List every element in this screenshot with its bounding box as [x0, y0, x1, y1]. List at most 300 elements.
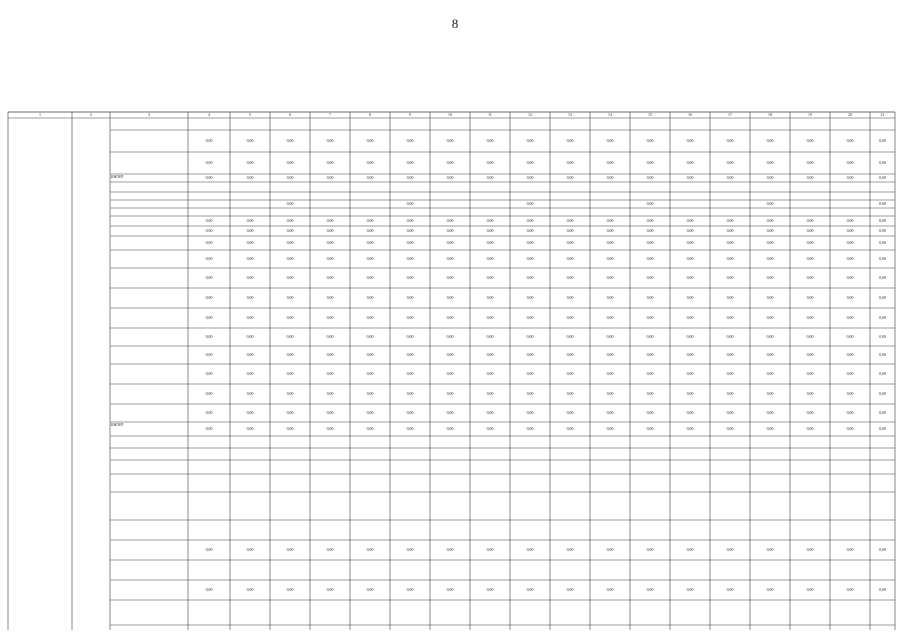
- table-cell-value: [390, 528, 430, 533]
- table-cell-value: 0,00: [205, 218, 213, 223]
- row-label-col1: [9, 131, 71, 152]
- table-cell-value: [750, 452, 790, 457]
- row-label-col1: [9, 365, 71, 384]
- table-cell-value: [590, 202, 630, 207]
- table-cell-value: [510, 504, 550, 509]
- table-cell-value: 0,00: [326, 391, 334, 396]
- row-label-col3: [111, 201, 187, 208]
- table-cell-value: 0,00: [366, 352, 374, 357]
- table-cell-value: 0,00: [326, 218, 334, 223]
- table-cell-value: 0,00: [686, 275, 694, 280]
- table-cell-value: [510, 440, 550, 445]
- row-label-col1: [9, 153, 71, 174]
- table-cell-value: [470, 504, 510, 509]
- table-cell-value: [630, 481, 670, 486]
- table-cell-value: [550, 568, 590, 573]
- table-cell-value: 0,00: [726, 256, 734, 261]
- table-cell-value: 0,00: [879, 160, 886, 165]
- table-cell-value: [870, 568, 895, 573]
- table-cell-value: 0,00: [566, 240, 574, 245]
- table-cell-value: 0,00: [326, 352, 334, 357]
- table-cell-value: 0,00: [286, 587, 294, 592]
- table-cell-value: [230, 185, 270, 190]
- table-cell-value: 0,00: [446, 240, 454, 245]
- table-cell-value: 0,00: [606, 371, 614, 376]
- row-label-col2: [73, 237, 109, 250]
- table-cell-value: 0,00: [326, 275, 334, 280]
- table-cell-value: [710, 202, 750, 207]
- row-label-col3: [111, 541, 187, 560]
- table-cell-value: [270, 528, 310, 533]
- table-cell-value: 0,00: [486, 391, 494, 396]
- table-cell-value: 0,00: [486, 228, 494, 233]
- table-cell-value: 0,00: [366, 391, 374, 396]
- table-cell-value: 0,00: [446, 371, 454, 376]
- table-cell-value: [430, 481, 470, 486]
- row-label-col2: [73, 405, 109, 422]
- table-cell-value: [430, 568, 470, 573]
- table-cell-value: 0,00: [406, 391, 414, 396]
- table-cell-value: [830, 194, 870, 199]
- table-cell-value: 0,00: [205, 547, 213, 552]
- table-cell-value: [390, 568, 430, 573]
- table-cell-value: 0,00: [406, 295, 414, 300]
- table-cell-value: 0,00: [326, 138, 334, 143]
- table-cell-value: 0,00: [366, 218, 374, 223]
- table-cell-value: 0,00: [446, 160, 454, 165]
- table-cell-value: 0,00: [846, 587, 854, 592]
- table-cell-value: [470, 122, 510, 127]
- row-label-col3: [111, 269, 187, 288]
- table-cell-value: [510, 481, 550, 486]
- row-label-col3: [111, 193, 187, 200]
- table-cell-value: [430, 202, 470, 207]
- table-cell-value: 0,00: [486, 175, 494, 180]
- table-cell-value: [830, 528, 870, 533]
- table-cell-value: 0,00: [726, 334, 734, 339]
- table-cell-value: [188, 185, 230, 190]
- table-cell-value: 0,00: [566, 410, 574, 415]
- row-label-col1: [9, 237, 71, 250]
- table-cell-value: 0,00: [286, 371, 294, 376]
- table-cell-value: 0,00: [366, 175, 374, 180]
- table-cell-value: 0,00: [606, 228, 614, 233]
- table-cell-value: 0,00: [205, 240, 213, 245]
- row-label-col3: [111, 153, 187, 174]
- table-cell-value: 0,00: [446, 426, 454, 431]
- table-cell-value: 0,00: [726, 160, 734, 165]
- row-label-col1: [9, 193, 71, 200]
- table-cell-value: 0,00: [406, 426, 414, 431]
- table-cell-value: [710, 440, 750, 445]
- table-cell-value: 0,00: [846, 218, 854, 223]
- table-cell-value: 0,00: [526, 160, 534, 165]
- table-cell-value: 0,00: [326, 228, 334, 233]
- table-cell-value: 0,00: [286, 201, 294, 206]
- table-cell-value: 0,00: [286, 160, 294, 165]
- table-cell-value: 0,00: [766, 334, 774, 339]
- row-label-col2: [73, 119, 109, 130]
- table-cell-value: 0,00: [806, 295, 814, 300]
- table-cell-value: 0,00: [406, 275, 414, 280]
- table-cell-value: [790, 528, 830, 533]
- table-cell-value: 0,00: [606, 138, 614, 143]
- table-cell-value: 0,00: [526, 228, 534, 233]
- table-cell-value: 0,00: [686, 587, 694, 592]
- table-cell-value: [270, 440, 310, 445]
- table-cell-value: 0,00: [326, 547, 334, 552]
- table-cell-value: [430, 122, 470, 127]
- row-label-col1: [9, 385, 71, 404]
- table-cell-value: [630, 194, 670, 199]
- table-cell-value: [230, 194, 270, 199]
- table-cell-value: [790, 568, 830, 573]
- table-cell-value: 0,00: [846, 256, 854, 261]
- table-cell-value: 0,00: [766, 426, 774, 431]
- table-cell-value: 0,00: [766, 295, 774, 300]
- table-cell-value: 0,00: [766, 201, 774, 206]
- row-label-col3: [111, 209, 187, 216]
- table-cell-value: 0,00: [846, 275, 854, 280]
- table-cell-value: 0,00: [726, 587, 734, 592]
- table-cell-value: 0,00: [366, 410, 374, 415]
- table-cell-value: [830, 122, 870, 127]
- row-label-col3: [111, 521, 187, 540]
- table-cell-value: [870, 194, 895, 199]
- row-label-col3: [111, 475, 187, 492]
- table-cell-value: 0,00: [846, 391, 854, 396]
- table-cell-value: 0,00: [526, 352, 534, 357]
- column-header: 15: [648, 113, 652, 117]
- row-label-col1: [9, 217, 71, 226]
- row-label-col3: [111, 251, 187, 268]
- table-cell-value: 0,00: [766, 391, 774, 396]
- row-label-col3: [111, 347, 187, 364]
- table-cell-value: [870, 465, 895, 470]
- table-cell-value: 0,00: [205, 295, 213, 300]
- table-cell-value: [830, 452, 870, 457]
- table-cell-value: 0,00: [326, 240, 334, 245]
- table-cell-value: [230, 528, 270, 533]
- table-cell-value: 0,00: [366, 228, 374, 233]
- table-cell-value: 0,00: [446, 218, 454, 223]
- table-cell-value: 0,00: [846, 228, 854, 233]
- table-cell-value: 0,00: [366, 160, 374, 165]
- table-cell-value: [430, 210, 470, 215]
- table-cell-value: [470, 481, 510, 486]
- table-cell-value: 0,00: [446, 275, 454, 280]
- table-cell-value: 0,00: [246, 334, 254, 339]
- table-cell-value: 0,00: [326, 256, 334, 261]
- table-cell-value: 0,00: [606, 334, 614, 339]
- table-cell-value: 0,00: [566, 371, 574, 376]
- table-cell-value: 0,00: [646, 160, 654, 165]
- column-header: 12: [528, 113, 532, 117]
- table-cell-value: 0,00: [646, 138, 654, 143]
- table-cell-value: 0,00: [486, 256, 494, 261]
- table-cell-value: [790, 504, 830, 509]
- table-cell-value: 0,00: [486, 275, 494, 280]
- table-cell-value: [270, 185, 310, 190]
- row-label-col1: [9, 437, 71, 448]
- table-cell-value: [188, 210, 230, 215]
- row-label-col1: [9, 347, 71, 364]
- table-cell-value: 0,00: [686, 334, 694, 339]
- table-cell-value: [870, 122, 895, 127]
- table-cell-value: [390, 465, 430, 470]
- table-cell-value: [630, 122, 670, 127]
- table-cell-value: [188, 122, 230, 127]
- table-cell-value: [630, 185, 670, 190]
- table-cell-value: 0,00: [486, 587, 494, 592]
- table-cell-value: 0,00: [526, 587, 534, 592]
- table-cell-value: [550, 528, 590, 533]
- table-cell-value: 0,00: [726, 228, 734, 233]
- row-label-col1: [9, 493, 71, 520]
- row-label-col1: [9, 423, 71, 436]
- table-cell-value: 0,00: [486, 426, 494, 431]
- table-cell-value: [430, 440, 470, 445]
- table-cell-value: 0,00: [526, 391, 534, 396]
- table-cell-value: 0,00: [646, 391, 654, 396]
- table-cell-value: [550, 452, 590, 457]
- table-cell-value: 0,00: [686, 218, 694, 223]
- table-cell-value: [550, 202, 590, 207]
- table-cell-value: 0,00: [446, 138, 454, 143]
- table-cell-value: 0,00: [686, 391, 694, 396]
- table-cell-value: 0,00: [806, 256, 814, 261]
- column-header: 5: [249, 113, 251, 117]
- table-cell-value: 0,00: [646, 256, 654, 261]
- column-header: 3: [148, 113, 150, 117]
- row-label-col2: [73, 541, 109, 560]
- table-cell-value: 0,00: [846, 160, 854, 165]
- table-cell-value: 0,00: [286, 334, 294, 339]
- table-cell-value: [470, 452, 510, 457]
- table-cell-value: 0,00: [686, 371, 694, 376]
- table-cell-value: [870, 481, 895, 486]
- table-cell-value: 0,00: [606, 352, 614, 357]
- table-cell-value: [590, 210, 630, 215]
- table-cell-value: 0,00: [806, 240, 814, 245]
- table-cell-value: [430, 452, 470, 457]
- table-cell-value: 0,00: [446, 391, 454, 396]
- table-cell-value: 0,00: [205, 228, 213, 233]
- table-cell-value: [830, 202, 870, 207]
- table-cell-value: [230, 440, 270, 445]
- table-cell-value: 0,00: [526, 547, 534, 552]
- column-header: 9: [409, 113, 411, 117]
- table-cell-value: 0,00: [486, 352, 494, 357]
- table-cell-value: [230, 210, 270, 215]
- table-cell-value: [590, 481, 630, 486]
- table-cell-value: 0,00: [566, 256, 574, 261]
- column-header: 17: [728, 113, 732, 117]
- row-label-col3: [111, 329, 187, 346]
- table-cell-value: 0,00: [246, 228, 254, 233]
- table-cell-value: [470, 194, 510, 199]
- table-cell-value: 0,00: [406, 315, 414, 320]
- table-cell-value: 0,00: [326, 371, 334, 376]
- table-cell-value: [230, 465, 270, 470]
- table-cell-value: [870, 185, 895, 190]
- table-cell-value: 0,00: [846, 175, 854, 180]
- table-cell-value: 0,00: [806, 228, 814, 233]
- row-label-col2: [73, 437, 109, 448]
- table-cell-value: [270, 122, 310, 127]
- table-cell-value: 0,00: [846, 547, 854, 552]
- table-cell-value: 0,00: [406, 256, 414, 261]
- table-cell-value: [470, 465, 510, 470]
- table-cell-value: 0,00: [879, 410, 886, 415]
- table-cell-value: 0,00: [205, 391, 213, 396]
- table-cell-value: [350, 465, 390, 470]
- table-cell-value: 0,00: [606, 547, 614, 552]
- table-cell-value: 0,00: [486, 218, 494, 223]
- table-cell-value: [310, 194, 350, 199]
- row-label-col3: ИЖЭЕР: [111, 423, 124, 427]
- table-cell-value: [270, 452, 310, 457]
- table-cell-value: [310, 465, 350, 470]
- table-cell-value: 0,00: [446, 547, 454, 552]
- table-cell-value: 0,00: [406, 218, 414, 223]
- row-label-col2: [73, 193, 109, 200]
- table-cell-value: [390, 210, 430, 215]
- table-cell-value: [830, 185, 870, 190]
- table-cell-value: 0,00: [246, 587, 254, 592]
- row-label-col1: [9, 405, 71, 422]
- table-cell-value: 0,00: [646, 352, 654, 357]
- table-cell-value: 0,00: [486, 410, 494, 415]
- table-cell-value: [270, 210, 310, 215]
- table-cell-value: [390, 440, 430, 445]
- table-cell-value: 0,00: [646, 547, 654, 552]
- row-label-col1: [9, 521, 71, 540]
- row-label-col2: [73, 131, 109, 152]
- table-cell-value: [510, 452, 550, 457]
- table-cell-value: 0,00: [246, 371, 254, 376]
- row-label-col1: [9, 269, 71, 288]
- row-label-col1: [9, 475, 71, 492]
- table-cell-value: [750, 465, 790, 470]
- table-cell-value: 0,00: [286, 218, 294, 223]
- table-cell-value: 0,00: [879, 256, 886, 261]
- table-cell-value: 0,00: [486, 295, 494, 300]
- table-cell-value: 0,00: [806, 175, 814, 180]
- table-cell-value: 0,00: [446, 334, 454, 339]
- table-cell-value: 0,00: [879, 295, 886, 300]
- table-cell-value: [870, 210, 895, 215]
- table-cell-value: 0,00: [446, 410, 454, 415]
- row-label-col2: [73, 365, 109, 384]
- table-cell-value: 0,00: [246, 275, 254, 280]
- table-cell-value: 0,00: [246, 295, 254, 300]
- table-cell-value: 0,00: [526, 426, 534, 431]
- table-cell-value: [590, 122, 630, 127]
- column-header: 8: [369, 113, 371, 117]
- table-cell-value: 0,00: [526, 410, 534, 415]
- row-label-col3: [111, 289, 187, 308]
- table-cell-value: 0,00: [846, 410, 854, 415]
- table-cell-value: 0,00: [766, 547, 774, 552]
- table-cell-value: 0,00: [606, 175, 614, 180]
- table-cell-value: 0,00: [486, 138, 494, 143]
- table-cell-value: [870, 528, 895, 533]
- table-cell-value: 0,00: [326, 410, 334, 415]
- table-cell-value: 0,00: [366, 275, 374, 280]
- table-cell-value: 0,00: [766, 410, 774, 415]
- table-cell-value: [350, 568, 390, 573]
- table-cell-value: 0,00: [246, 391, 254, 396]
- table-cell-value: 0,00: [726, 275, 734, 280]
- row-label-col2: [73, 309, 109, 328]
- row-label-col2: [73, 561, 109, 580]
- table-cell-value: 0,00: [606, 295, 614, 300]
- table-cell-value: 0,00: [566, 218, 574, 223]
- table-cell-value: [750, 210, 790, 215]
- row-label-col2: [73, 227, 109, 236]
- table-cell-value: 0,00: [606, 426, 614, 431]
- row-label-col1: [9, 119, 71, 130]
- table-cell-value: 0,00: [766, 371, 774, 376]
- table-cell-value: 0,00: [879, 175, 886, 180]
- table-cell-value: [310, 185, 350, 190]
- table-cell-value: 0,00: [766, 228, 774, 233]
- table-cell-value: 0,00: [766, 587, 774, 592]
- table-cell-value: 0,00: [246, 352, 254, 357]
- table-cell-value: 0,00: [286, 175, 294, 180]
- table-cell-value: 0,00: [646, 218, 654, 223]
- column-header: 4: [208, 113, 210, 117]
- table-cell-value: [270, 481, 310, 486]
- table-cell-value: 0,00: [205, 426, 213, 431]
- table-cell-value: [470, 202, 510, 207]
- table-cell-value: 0,00: [646, 175, 654, 180]
- table-cell-value: [750, 528, 790, 533]
- table-cell-value: 0,00: [205, 352, 213, 357]
- table-cell-value: [550, 122, 590, 127]
- table-cell-value: [630, 210, 670, 215]
- row-label-col1: [9, 183, 71, 192]
- table-cell-value: [790, 185, 830, 190]
- table-cell-value: 0,00: [879, 138, 886, 143]
- table-cell-value: [830, 481, 870, 486]
- row-label-col2: [73, 493, 109, 520]
- table-cell-value: 0,00: [806, 547, 814, 552]
- table-cell-value: 0,00: [566, 334, 574, 339]
- table-cell-value: 0,00: [246, 160, 254, 165]
- row-label-col1: [9, 329, 71, 346]
- table-cell-value: 0,00: [406, 334, 414, 339]
- table-cell-value: 0,00: [246, 315, 254, 320]
- table-cell-value: 0,00: [406, 547, 414, 552]
- column-header: 14: [608, 113, 612, 117]
- row-label-col2: [73, 521, 109, 540]
- table-cell-value: 0,00: [806, 334, 814, 339]
- table-cell-value: [630, 568, 670, 573]
- table-cell-value: 0,00: [326, 175, 334, 180]
- table-cell-value: 0,00: [879, 391, 886, 396]
- table-cell-value: 0,00: [566, 295, 574, 300]
- table-cell-value: [830, 568, 870, 573]
- table-cell-value: [790, 210, 830, 215]
- table-cell-value: 0,00: [879, 426, 886, 431]
- table-cell-value: [830, 465, 870, 470]
- table-cell-value: [188, 528, 230, 533]
- table-cell-value: 0,00: [646, 295, 654, 300]
- table-cell-value: 0,00: [366, 240, 374, 245]
- table-cell-value: [670, 528, 710, 533]
